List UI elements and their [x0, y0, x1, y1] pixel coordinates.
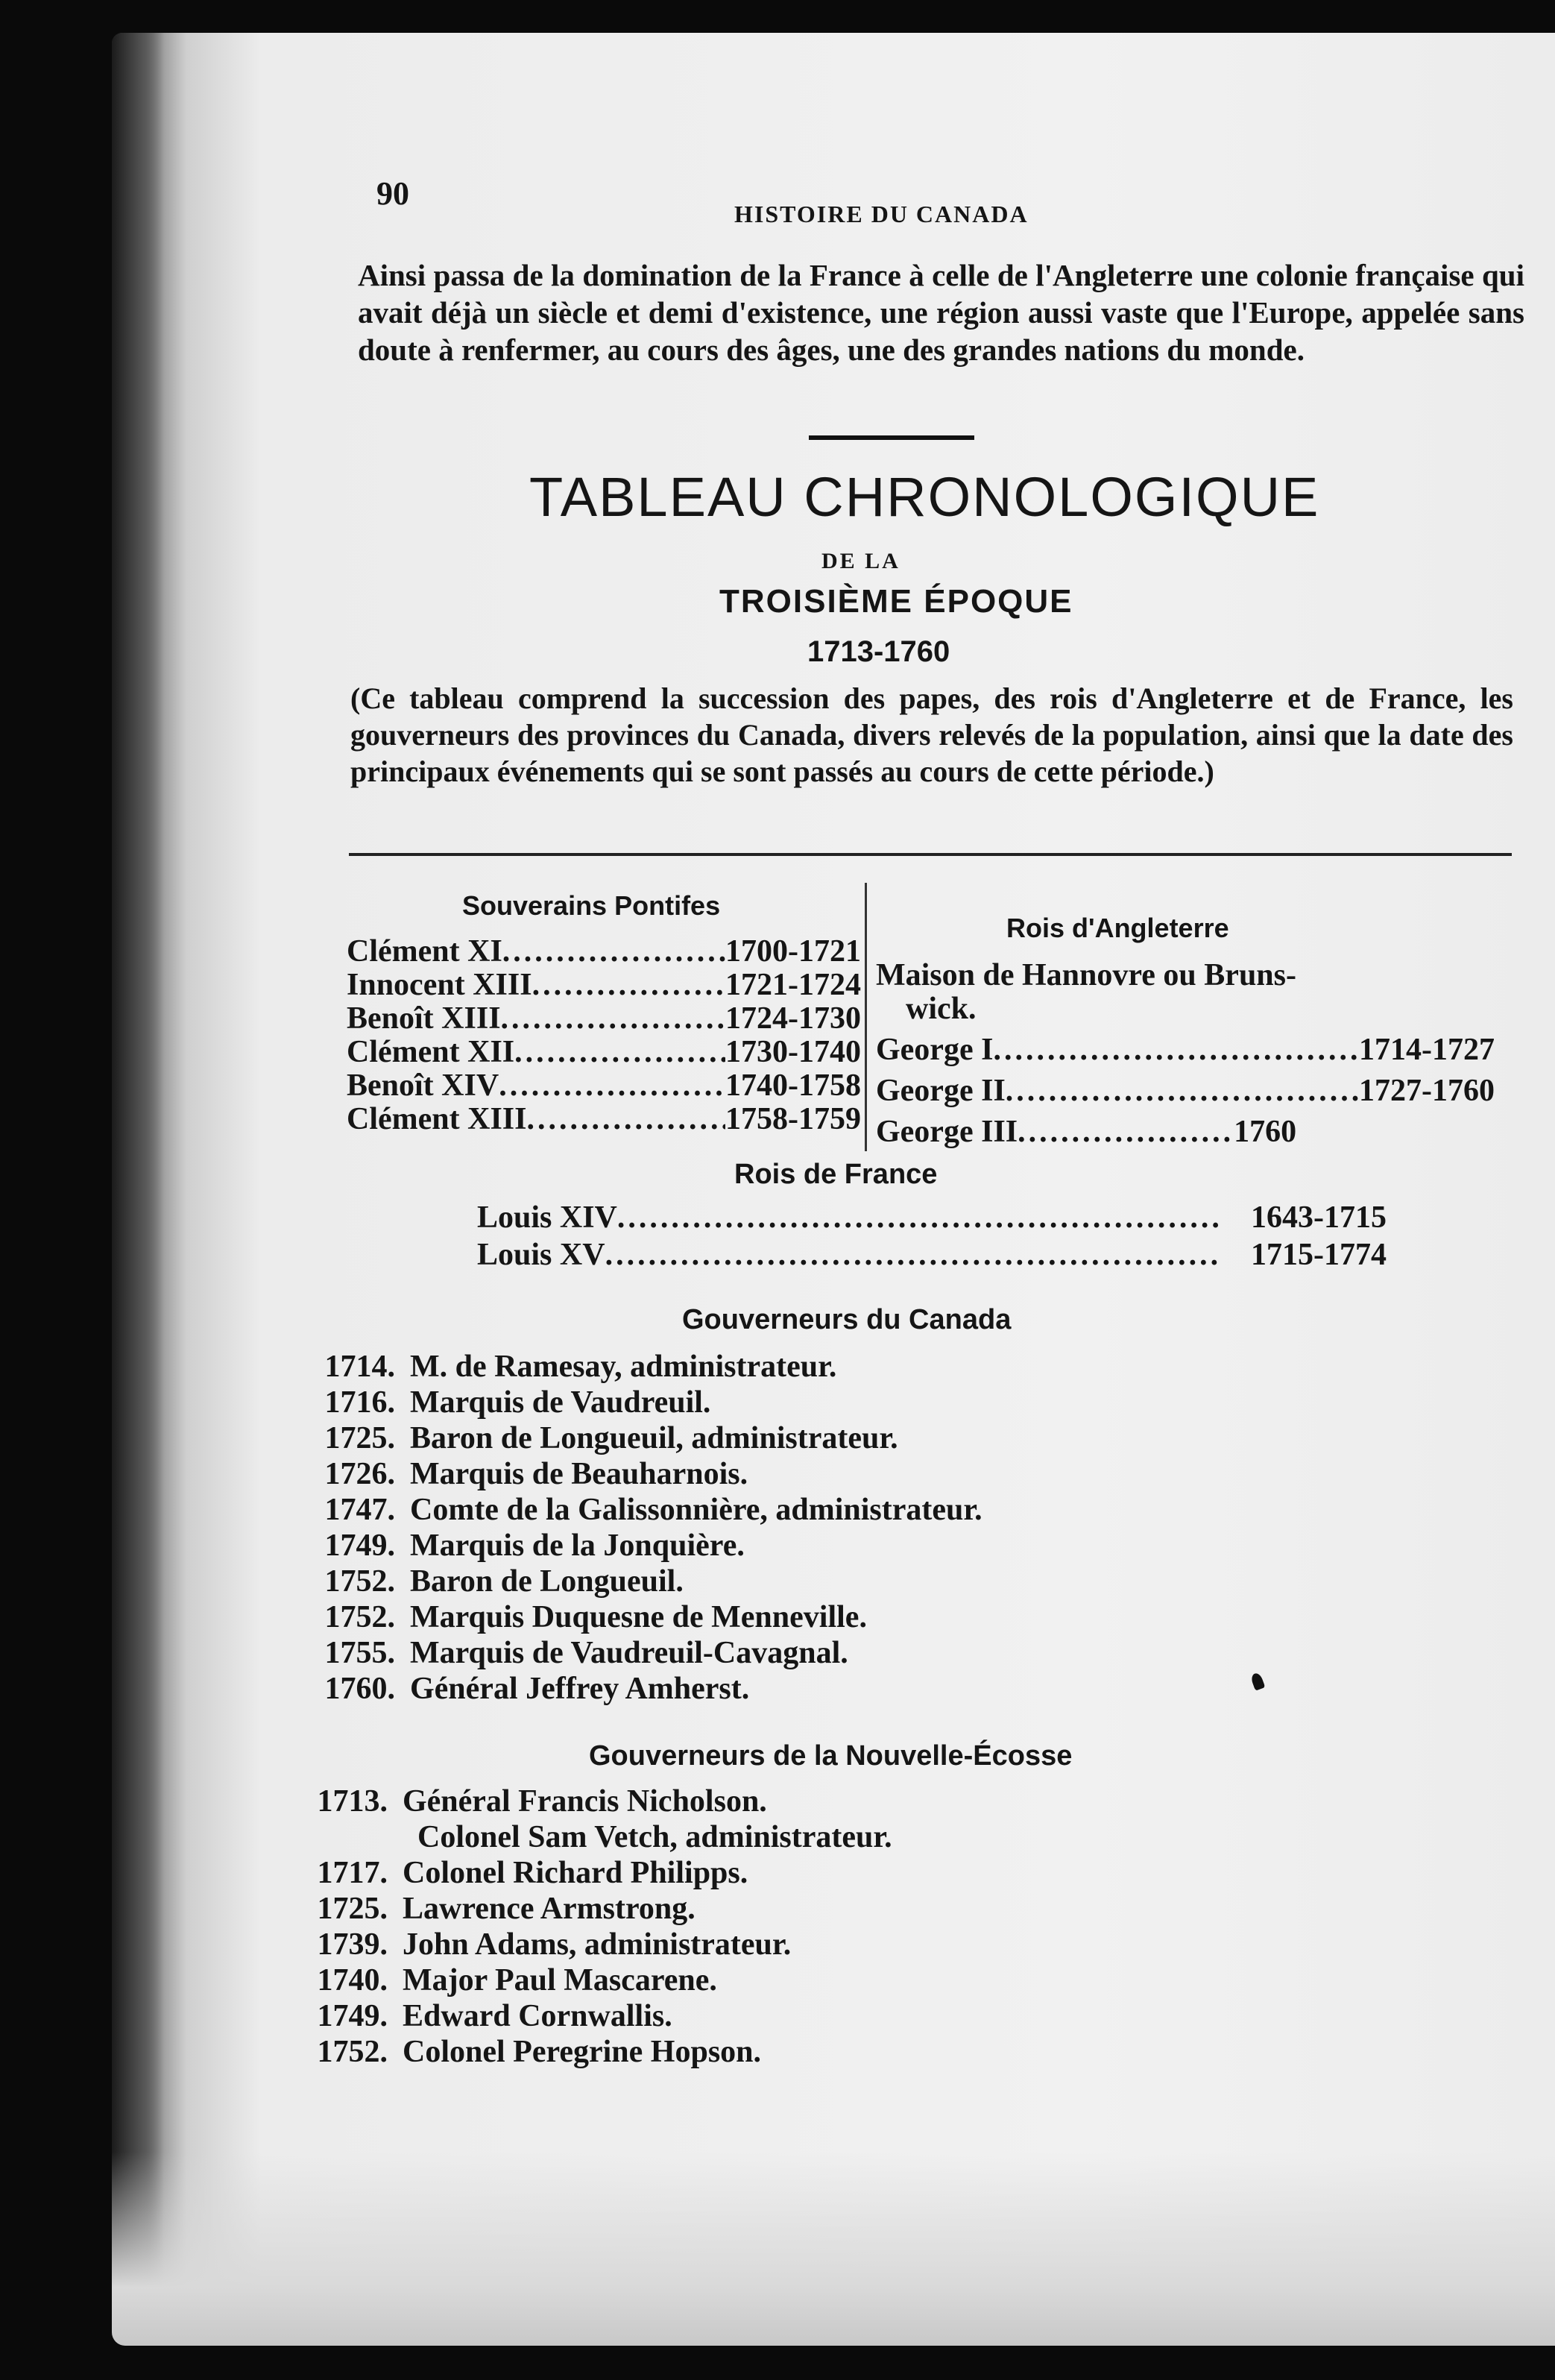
house-line-cont: wick. [906, 992, 977, 1026]
page-title: TABLEAU CHRONOLOGIQUE [529, 466, 1320, 528]
page-bottom-shade [112, 2152, 1555, 2346]
running-head: HISTOIRE DU CANADA [734, 201, 1029, 227]
list-item: Benoît XIII ..... 1724-1730 [347, 1001, 861, 1034]
ink-speck [1250, 1672, 1266, 1690]
list-item: 1752. Baron de Longueuil. [324, 1564, 684, 1599]
list-item: George I ..... 1714-1727 [876, 1032, 1495, 1073]
page-number: 90 [376, 175, 409, 212]
list-item: 1752. Colonel Peregrine Hopson. [317, 2035, 762, 2069]
list-item: 1717. Colonel Richard Philipps. [317, 1856, 748, 1890]
england-list [876, 957, 1495, 1155]
period-dates: 1713-1760 [807, 635, 950, 668]
list-item: 1747. Comte de la Galissonnière, administrateur. [324, 1493, 982, 1527]
canada-governors-list [309, 1349, 982, 1707]
page-gutter-shadow [112, 33, 164, 2346]
house-line: Maison de Hannovre ou Bruns- [876, 958, 1296, 992]
list-item: Clément XII ..... 1730-1740 [347, 1034, 861, 1068]
list-item: 1726. Marquis de Beauharnois. [324, 1457, 748, 1491]
list-item: 1725. Lawrence Armstrong. [317, 1892, 696, 1926]
pontiffs-heading: Souverains Pontifes [462, 890, 721, 921]
list-item: Colonel Sam Vetch, administrateur. [417, 1820, 892, 1854]
list-item: Clément XIII ..... 1758-1759 [347, 1101, 861, 1135]
table-note: (Ce tableau comprend la succession des papes, des rois d'Angleterre et de France, les gouverneurs des provinces du Canada, divers relevés de la population, ainsi que la date des principaux événements qui se sont passés au cours de cette période.) [350, 681, 1513, 788]
list-item: 1713. Général Francis Nicholson. [317, 1784, 767, 1819]
list-item: 1752. Marquis Duquesne de Menneville. [324, 1600, 867, 1634]
book-page [112, 33, 1555, 2346]
list-item: Benoît XIV ..... 1740-1758 [347, 1068, 861, 1101]
canada-governors-heading: Gouverneurs du Canada [682, 1304, 1012, 1335]
list-item: 1725. Baron de Longueuil, administrateur. [324, 1421, 898, 1455]
list-item: 1740. Major Paul Mascarene. [317, 1963, 717, 1998]
list-item: 1716. Marquis de Vaudreuil. [324, 1385, 711, 1420]
list-item: 1760. Général Jeffrey Amherst. [324, 1672, 750, 1706]
list-item: Innocent XIII ..... 1721-1724 [347, 967, 861, 1001]
list-item: 1749. Edward Cornwallis. [317, 1999, 672, 2033]
nova-scotia-governors-heading: Gouverneurs de la Nouvelle-Écosse [589, 1740, 1073, 1772]
list-item: 1749. Marquis de la Jonquière. [324, 1529, 745, 1563]
list-item: Louis XIV ..... 1643-1715 [477, 1200, 1387, 1237]
list-item: George II ..... 1727-1760 [876, 1073, 1495, 1114]
title-connector: DE LA [821, 549, 900, 573]
nova-scotia-governors-list [302, 1784, 892, 2070]
column-separator [865, 883, 867, 1151]
intro-paragraph: Ainsi passa de la domination de la France à celle de l'Angleterre une colonie française qui avait déjà un siècle et demi d'existence, une région aussi vaste que l'Europe, appelée sans doute à renfermer, au cours des âges, une des grandes nations du monde. [358, 258, 1524, 367]
list-item: Clément XI ..... 1700-1721 [347, 934, 861, 967]
list-item: 1755. Marquis de Vaudreuil-Cavagnal. [324, 1636, 848, 1670]
short-divider [809, 435, 974, 440]
england-heading: Rois d'Angleterre [1006, 913, 1229, 943]
page-subtitle: TROISIÈME ÉPOQUE [719, 583, 1073, 620]
list-item: George III ..... 1760 [876, 1114, 1495, 1155]
list-item: 1739. John Adams, administrateur. [317, 1927, 792, 1962]
list-item: 1714. M. de Ramesay, administrateur. [324, 1350, 837, 1384]
france-heading: Rois de France [734, 1159, 938, 1190]
france-list [477, 1200, 1387, 1274]
pontiffs-list [347, 934, 861, 1135]
long-divider [349, 853, 1512, 856]
list-item: Louis XV ..... 1715-1774 [477, 1237, 1387, 1274]
